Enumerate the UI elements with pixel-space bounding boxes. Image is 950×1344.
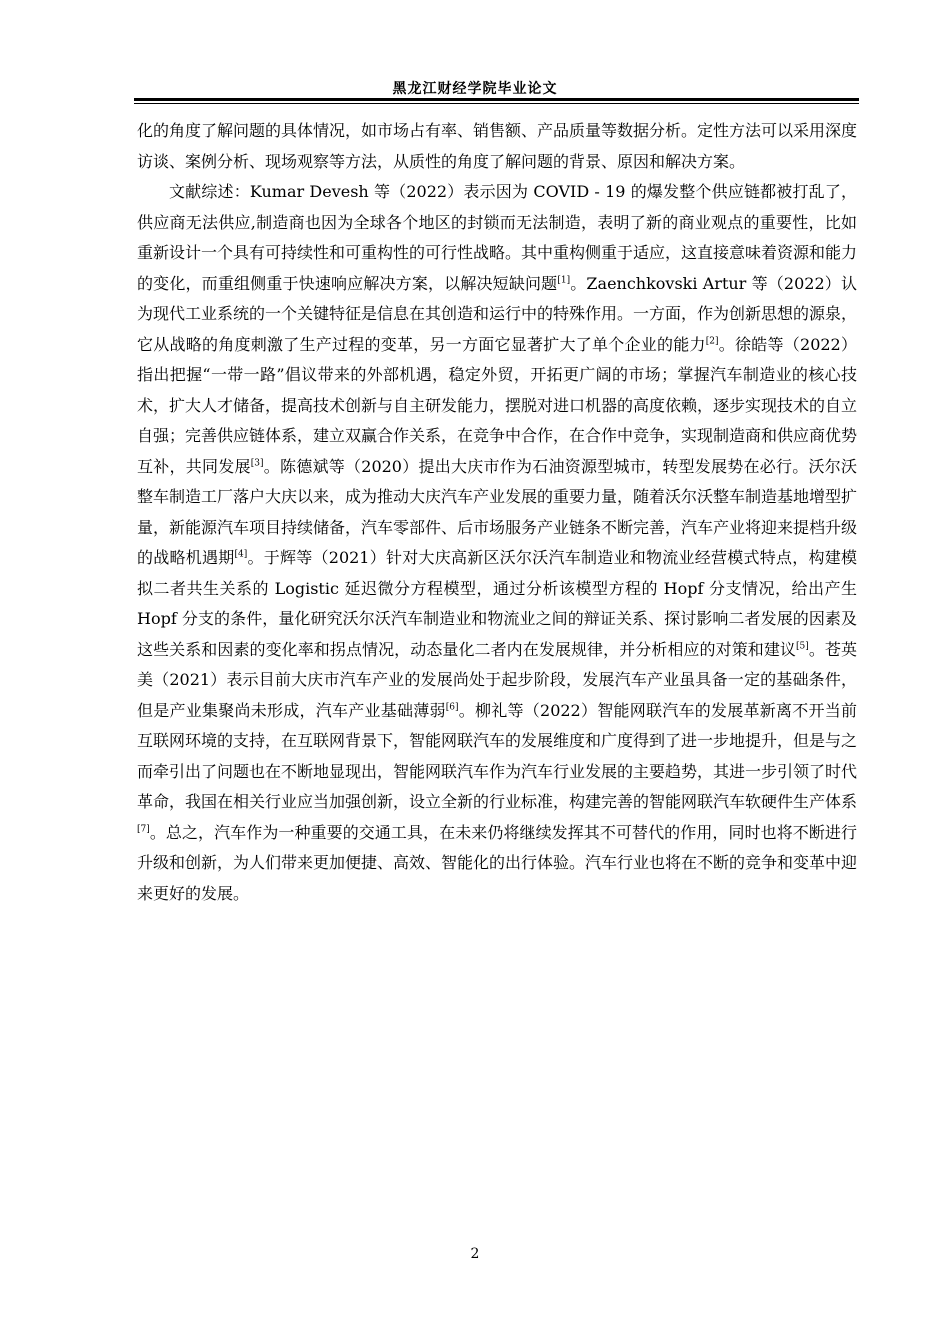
citation-ref: [2]: [705, 336, 719, 347]
page-number: 2: [470, 1246, 480, 1262]
text-span: 。于辉等（2021）针对大庆高新区沃尔沃汽车制造业和物流业经营模式特点，构建模拟二者共生关系的 Logistic 延迟微分方程模型，通过分析该模型方程的 Hopf 分支情况，给出产生 Hopf 分支的条件，量化研究沃尔沃汽车制造业和物流业之间的辩证关系、探讨影响二者发展的因素及这些关系和因素的变化率和拐点情况，动态量化二者内在发展规律，并分析相应的对策和建议: [137, 548, 857, 659]
text-span: 。柳礼等（2022）智能网联汽车的发展革新离不开当前互联网环境的支持，在互联网背景下，智能网联汽车的发展维度和广度得到了进一步地提升，但是与之而牵引出了问题也在不断地显现出，智能网联汽车作为汽车行业发展的主要趋势，其进一步引领了时代革命，我国在相关行业应当加强创新，设立全新的行业标准，构建完善的智能网联汽车软硬件生产体系: [137, 700, 858, 811]
text-span: 文献综述：Kumar Devesh 等（2022）表示因为 COVID - 19 的爆发整个供应链都被打乱了，供应商无法供应,制造商也因为全球各个地区的封锁而无法制造，表明了新的商业观点的重要性，比如重新设计一个具有可持续性和可重构性的可行性战略。其中重构侧重于适应，这直接意味着资源和能力的变化，而重组侧重于快速响应解决方案，以解决短缺问题: [137, 182, 858, 293]
citation-ref: [6]: [445, 702, 459, 713]
citation-ref: [1]: [557, 275, 571, 286]
text-span: 。总之，汽车作为一种重要的交通工具，在未来仍将继续发挥其不可替代的作用，同时也将不断进行升级和创新，为人们带来更加便捷、高效、智能化的出行体验。汽车行业也将在不断的竞争和变革中迎来更好的发展。: [137, 822, 858, 903]
body-text: [137, 116, 857, 909]
paragraph-literature-review: [137, 177, 857, 909]
header-rule-thick: [134, 98, 859, 101]
paragraph-continuation: 化的角度了解问题的具体情况，如市场占有率、销售额、产品质量等数据分析。定性方法可以采用深度访谈、案例分析、现场观察等方法，从质性的角度了解问题的背景、原因和解决方案。: [137, 121, 858, 171]
citation-ref: [5]: [796, 641, 809, 652]
text-span: 。徐皓等（2022）指出把握“一带一路”倡议带来的外部机遇，稳定外贸，开拓更广阔的市场；掌握汽车制造业的核心技术，扩大人才储备，提高技术创新与自主研发能力，摆脱对进口机器的高度依赖，逐步实现技术的自立自强；完善供应链体系，建立双赢合作关系，在竞争中合作，在合作中竞争，实现制造商和供应商优势互补，共同发展: [137, 334, 858, 476]
citation-ref: [7]: [137, 824, 150, 835]
header-title: 黑龙江财经学院毕业论文: [392, 81, 558, 97]
citation-ref: [3]: [250, 458, 264, 469]
text-span: 。陈德斌等（2020）提出大庆市作为石油资源型城市，转型发展势在必行。沃尔沃整车制造工厂落户大庆以来，成为推动大庆汽车产业发展的重要力量，随着沃尔沃整车制造基地增型扩量，新能源汽车项目持续储备，汽车零部件、后市场服务产业链条不断完善，汽车产业将迎来提档升级的战略机遇期: [137, 456, 858, 567]
text-span: 。苍英美（2021）表示目前大庆市汽车产业的发展尚处于起步阶段，发展汽车产业虽具备一定的基础条件，但是产业集聚尚未形成，汽车产业基础薄弱: [137, 639, 857, 720]
text-span: 。Zaenchkovski Artur 等（2022）认为现代工业系统的一个关键特征是信息在其创造和运行中的特殊作用。一方面，作为创新思想的源泉，它从战略的角度刺激了生产过程的变革，另一方面它显著扩大了单个企业的能力: [137, 273, 858, 354]
citation-ref: [4]: [234, 549, 248, 560]
header-rule-thin: [134, 103, 859, 104]
